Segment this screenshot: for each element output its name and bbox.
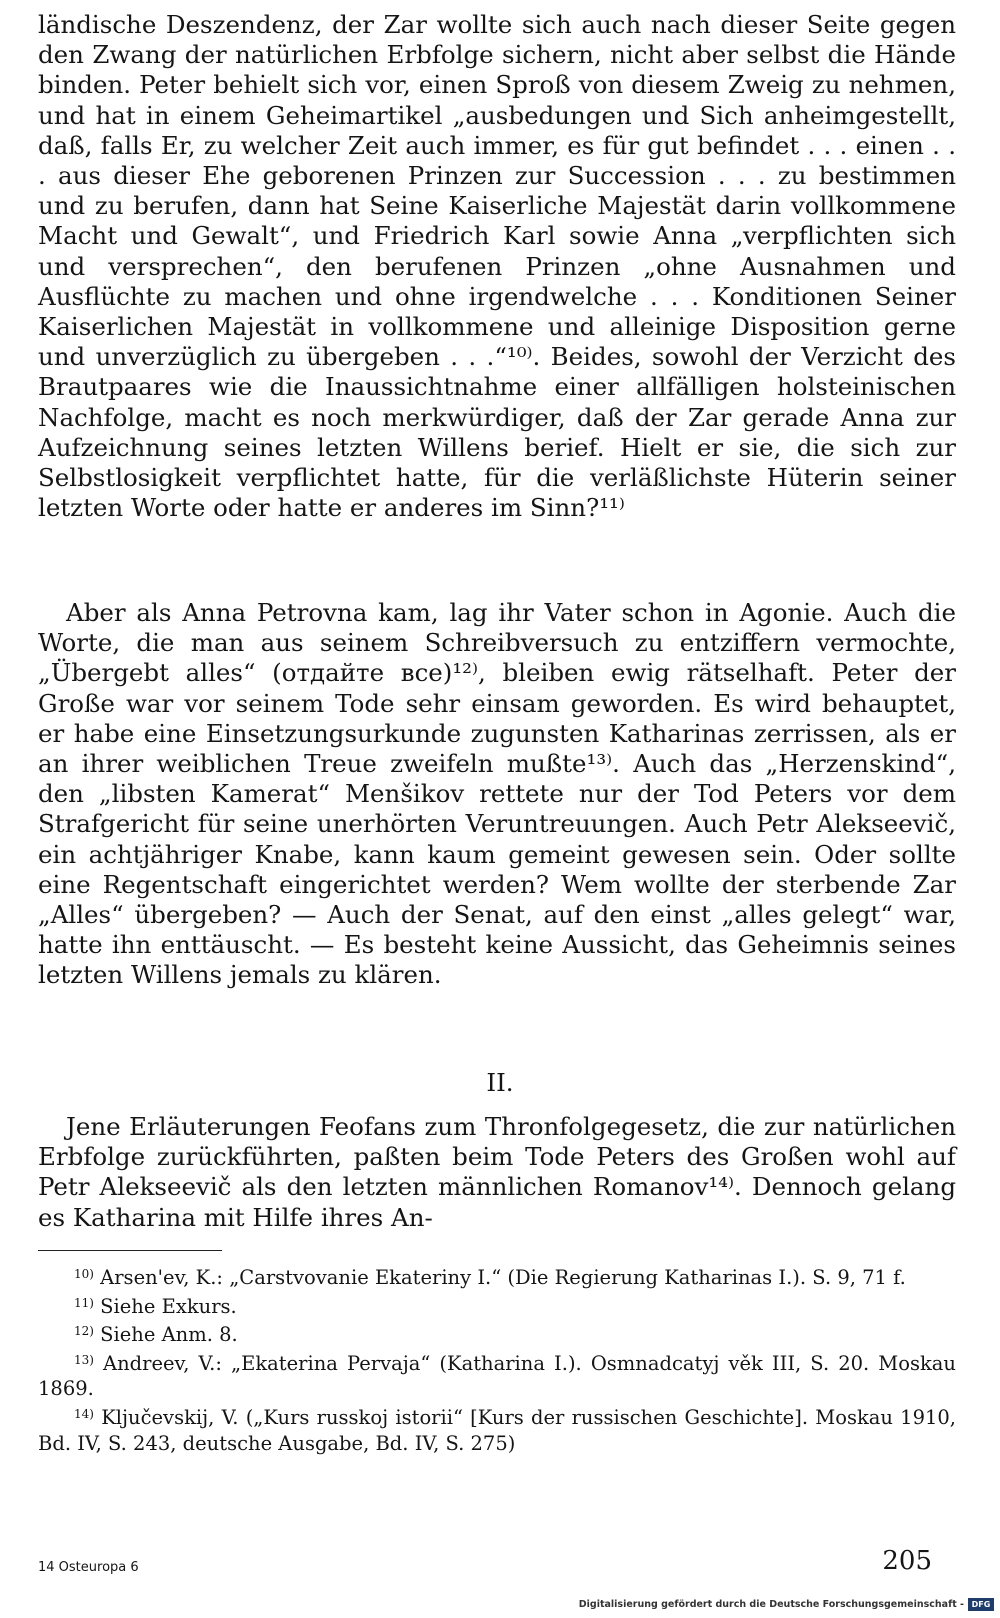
section-heading: II. <box>486 1068 514 1097</box>
dfg-logo-icon: DFG <box>968 1598 994 1611</box>
footnote-text: Siehe Exkurs. <box>100 1294 237 1318</box>
footnote-13 <box>38 1348 956 1402</box>
page-number: 205 <box>882 1546 932 1576</box>
footnote-10 <box>38 1262 956 1291</box>
footnote-text: Andreev, V.: „Ekaterina Pervaja“ (Katharina I.). Osmnadcatyj věk III, S. 20. Moskau 1869. <box>38 1351 956 1401</box>
footnote-mark: 10) <box>74 1267 94 1281</box>
footnote-mark: 11) <box>74 1295 94 1310</box>
body-paragraph-2 <box>38 598 956 991</box>
body-paragraph-1 <box>38 10 956 523</box>
footnote-mark: 12) <box>74 1324 94 1339</box>
body-paragraph-3 <box>38 1112 956 1233</box>
footnote-mark: 13) <box>74 1352 94 1367</box>
footnote-text: Arsen'ev, K.: „Carstvovanie Ekateriny I.“ (Die Regierung Katharinas I.). S. 9, 71 f. <box>100 1266 906 1289</box>
footnote-divider <box>38 1250 222 1251</box>
paragraph-text: Jene Erläuterungen Feofans zum Thronfolgegesetz, die zur natürlichen Erbfolge zurückführten, paßten beim Tode Peters des Großen wohl auf Petr Alekseevič als den letzten männlichen Romanov¹⁴⁾. Dennoch gelang es Katharina mit Hilfe ihres An- <box>38 1112 956 1232</box>
footnotes <box>38 1262 956 1456</box>
footnote-text: Siehe Anm. 8. <box>100 1323 238 1347</box>
footnote-14 <box>38 1402 956 1456</box>
footnote-text: Ključevskij, V. („Kurs russkoj istorii“ [Kurs der russischen Geschichte]. Moskau 1910, Bd. IV, S. 243, deutsche Ausgabe, Bd. IV, S. 275) <box>38 1405 957 1455</box>
paragraph-text: ländische Deszendenz, der Zar wollte sich auch nach dieser Seite gegen den Zwang der natürlichen Erbfolge sichern, nicht aber selbst die Hände binden. Peter behielt sich vor, einen Sproß von diesem Zweig zu nehmen, und hat in einem Geheimartikel „ausbedungen und Sich anheimgestellt, daß, falls Er, zu welcher Zeit auch immer, es für gut befindet . . . einen . . . aus dieser Ehe geborenen Prinzen zur Succession . . . zu bestimmen und zu berufen, dann hat Seine Kaiserliche Majestät darin vollkommene Macht und Gewalt“, und Friedrich Karl sowie Anna „verpflichten sich und versprechen“, den berufenen Prinzen „ohne Ausnahmen und Ausflüchte zu machen und ohne irgendwelche . . . Konditionen Seiner Kaiserlichen Majestät in vollkommene und alleinige Disposition gerne und unverzüglich zu übergeben . . .“¹⁰⁾. Beides, sowohl der Verzicht des Brautpaares wie die Inaussichtnahme einer allfälligen holsteinischen Nachfolge, macht es noch merkwürdiger, daß der Zar gerade Anna zur Aufzeichnung seines letzten Willens berief. Hielt er sie, die sich zur Selbstlosigkeit verpflichtet hatte, für die verläßlichste Hüterin seiner letzten Worte oder hatte er anderes im Sinn?¹¹⁾ <box>38 10 956 523</box>
signature-mark: 14 Osteuropa 6 <box>38 1560 139 1575</box>
footnote-12 <box>38 1319 956 1348</box>
paragraph-text: Aber als Anna Petrovna kam, lag ihr Vater schon in Agonie. Auch die Worte, die man aus seinem Schreibversuch zu entziffern vermochte, „Übergebt alles“ (отдайте все)¹²⁾, bleiben ewig rätselhaft. Peter der Große war vor seinem Tode sehr einsam geworden. Es wird behauptet, er habe eine Einsetzungsurkunde zugunsten Katharinas zerrissen, als er an ihrer weiblichen Treue zweifeln mußte¹³⁾. Auch das „Herzenskind“, den „libsten Kamerat“ Menšikov rettete nur der Tod Peters vor dem Strafgericht für seine unerhörten Veruntreuungen. Auch Petr Alekseevič, ein achtjähriger Knabe, kann kaum gemeint gewesen sein. Oder sollte eine Regentschaft eingerichtet werden? Wem wollte der sterbende Zar „Alles“ übergeben? — Auch der Senat, auf den einst „alles gelegt“ war, hatte ihn enttäuscht. — Es besteht keine Aussicht, das Geheimnis seines letzten Willens jemals zu klären. <box>38 598 956 990</box>
footnote-11 <box>38 1291 956 1320</box>
digitization-note: Digitalisierung gefördert durch die Deutsche Forschungsgemeinschaft - <box>578 1599 964 1610</box>
footnote-mark: 14) <box>74 1406 94 1421</box>
